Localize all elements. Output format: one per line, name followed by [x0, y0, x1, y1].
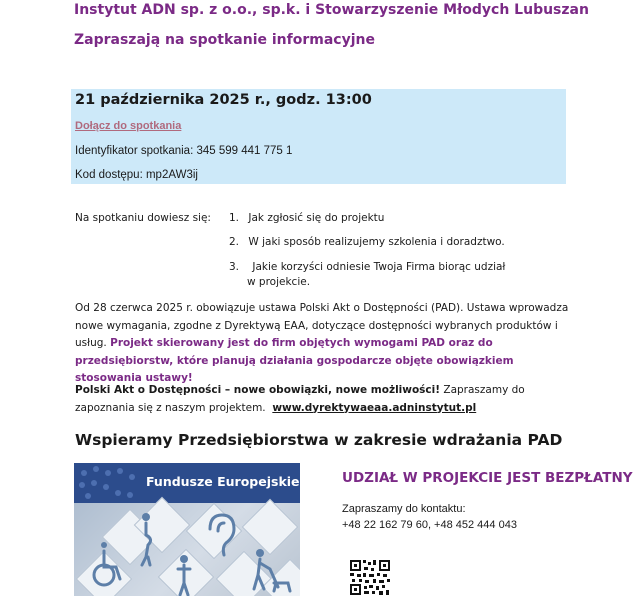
promo-text: Zapraszamy do zapoznania się z naszym projektem. [75, 384, 525, 414]
promo-bold: Polski Akt o Dostępności – nowe obowiązki, nowe możliwości! [75, 384, 441, 396]
section-title: Wspieramy Przedsiębiorstwa w zakresie wdrażania PAD [75, 431, 563, 449]
agenda-item-number: 2. [229, 236, 240, 248]
blind-person-with-dog-icon [254, 549, 290, 591]
law-text: Od 28 czerwca 2025 r. obowiązuje ustawa Polski Akt o Dostępności (PAD). Ustawa wprowadza nowe wymagania, zgodne z Dyrektywą EAA, dotyczące dostępności wybranych produktów i usług. [75, 302, 569, 349]
agenda-label: Na spotkaniu dowiesz się: [75, 212, 211, 224]
project-website-link[interactable]: www.dyrektywaeaa.adninstytut.pl [272, 401, 477, 414]
eu-funds-image [74, 463, 300, 596]
free-participation-heading: UDZIAŁ W PROJEKCIE JEST BEZPŁATNY [342, 470, 633, 486]
qr-code-icon[interactable] [349, 559, 391, 596]
hearing-icon [210, 515, 234, 555]
meeting-datetime: 21 października 2025 r., godz. 13:00 [75, 92, 372, 108]
contact-label: Zapraszamy do kontaktu: [342, 503, 466, 515]
agenda-item-text: W jaki sposób realizujemy szkolenia i doradztwo. [248, 236, 505, 248]
pregnant-person-icon [142, 513, 151, 565]
organizers-heading: Instytut ADN sp. z o.o., sp.k. i Stowarzyszenie Młodych Lubuszan [74, 2, 589, 18]
agenda-item-continuation: w projekcie. [247, 276, 311, 288]
promo-paragraph [75, 382, 575, 417]
eu-funds-label: Fundusze Europejskie [146, 474, 300, 489]
contact-phones: +48 22 162 79 60, +48 452 444 043 [342, 519, 517, 531]
wheelchair-icon [94, 542, 120, 585]
agenda-item-number: 1. [229, 212, 240, 224]
law-paragraph [75, 300, 575, 388]
eu-stars-icon [74, 463, 146, 503]
agenda-item [229, 261, 505, 273]
agenda-item-text: Jakie korzyści odniesie Twoja Firma biorąc udział [252, 261, 506, 273]
eu-banner [74, 463, 300, 503]
meeting-access-code: Kod dostępu: mp2AW3ij [75, 169, 198, 181]
agenda-item-text: Jak zgłosić się do projektu [248, 212, 385, 224]
law-highlight: Projekt skierowany jest do firm objętych wymogami PAD oraz do przedsiębiorstw, które planują działania gospodarcze objęte obowiązkiem stosowania ustawy! [75, 337, 514, 384]
invitation-heading: Zapraszają na spotkanie informacyjne [74, 32, 375, 48]
join-meeting-link[interactable]: Dołącz do spotkania [75, 120, 182, 132]
injured-person-icon [178, 555, 190, 595]
agenda-item [229, 236, 505, 248]
agenda-item-number: 3. [229, 261, 240, 273]
agenda-item [229, 212, 384, 224]
meeting-id: Identyfikator spotkania: 345 599 441 775 1 [75, 145, 293, 157]
